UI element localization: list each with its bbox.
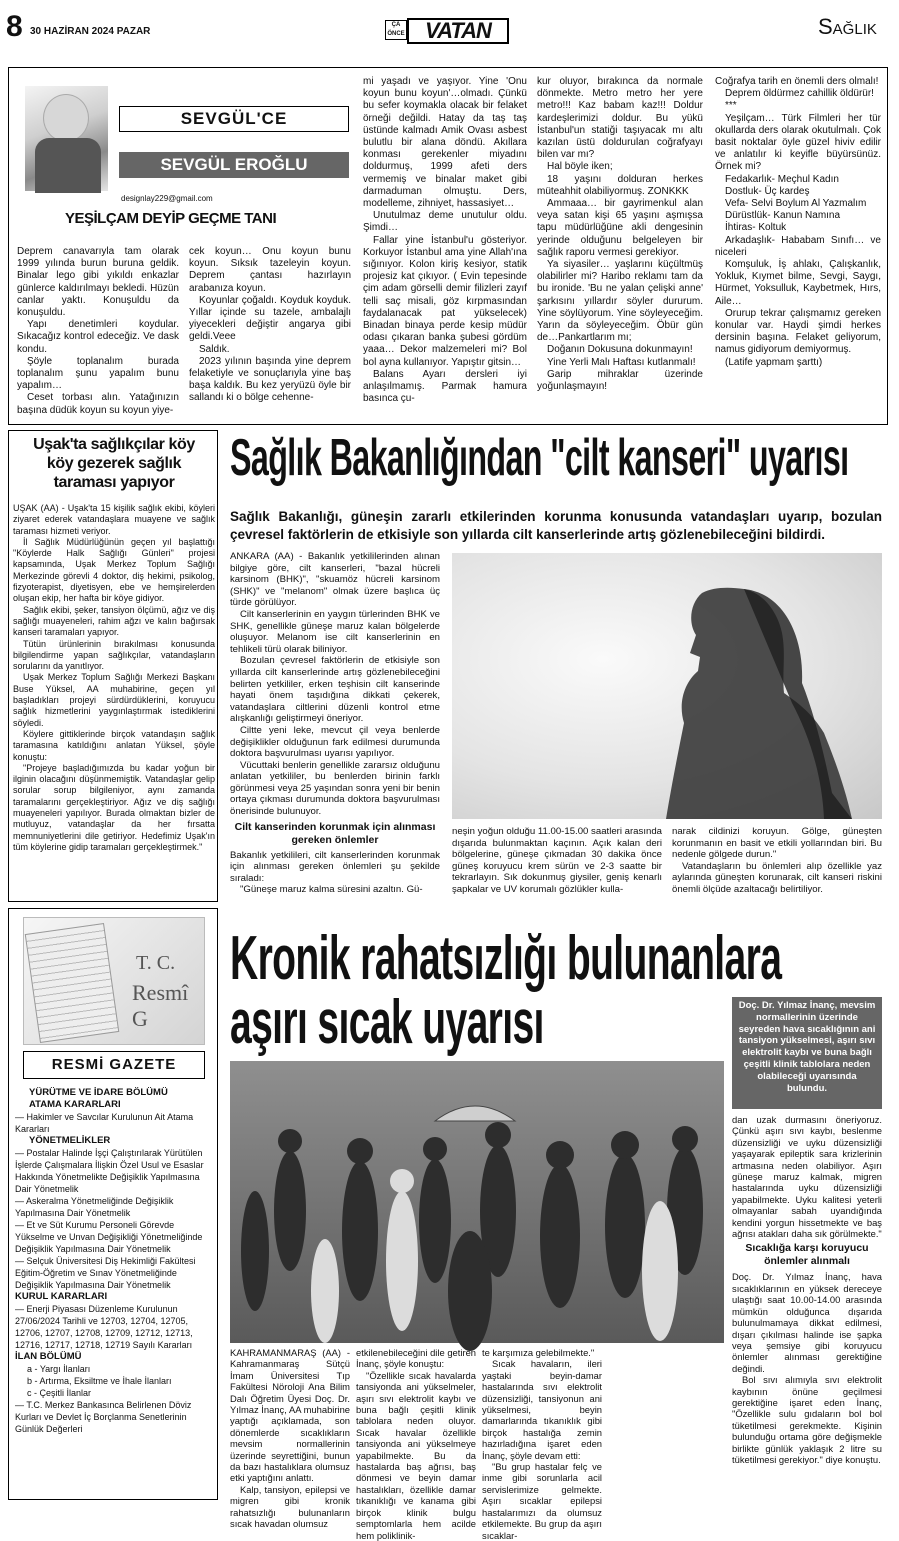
usak-headline: Uşak'ta sağlıkçılar köy köy gezerek sağlık taraması yapıyor: [33, 436, 195, 491]
cilt-paragraph: narak cildinizi koruyun. Gölge, güneşten korunmanın en basit ve etkili yollarından biri. Bu nedenle gölgede durun.": [672, 826, 882, 861]
column-paragraph: Arkadaşlık- Hababam Sınıfı… ve niceleri: [715, 234, 881, 258]
usak-paragraph: Köylere gittiklerinde birçok vatandaşın sağlık taramasına katıldığını anlatan Yüksel, şöyle konuştu:: [13, 728, 215, 762]
column-paragraph: mi yaşadı ve yaşıyor. Yine 'Onu koyun bunu koyun'…olmadı. Çünkü bu sefer koymakla olacak bir felaket örneği değildi. Hatay da taş taş üstünde kalmadı Amik Ovası asbest bulutlu bir alana döndü. Akıllara konması gerekenler miyadını doldurmuş, 1999 afeti ders vermemiş ve binalar maket gibi darmaduman olmuştu. Ders, modelleme, zihniyet, hassasiyet…: [363, 76, 527, 210]
column-paragraph: cek koyun… Onu koyun bunu koyun. Sıksık tazeleyin koyun. Deprem çantası hazırlayın arabanıza koyun.: [189, 246, 351, 294]
column-text-4: [537, 76, 703, 421]
cilt-paragraph: Ciltte yeni leke, mevcut çil veya benlerde değişiklikler olduğunun fark edilmesi durumunda doktora başvurulması uyarısı yapılıyor.: [230, 724, 440, 760]
kronik-headline-line-2: aşırı sıcak uyarısı: [230, 988, 544, 1057]
column-paragraph: Deprem öldürmez cahillik öldürür!: [725, 88, 874, 100]
column-paragraph: Unutulmaz deme unutulur oldu. Şimdi…: [363, 210, 527, 234]
gazette-entry: c - Çeşitli İlanlar: [27, 1388, 92, 1398]
gazette-title: RESMİ GAZETE: [23, 1051, 205, 1079]
gazette-entry: — T.C. Merkez Bankasınca Belirlenen Döviz Kurları ve Devlet İç Borçlanma Senetlerinin Günlük Değerleri: [15, 1400, 192, 1434]
column-paragraph: Ya siyasiler… yaşlarını küçültmüş olabilirler mi? Haribo reklamı tam da bu ironide. 'Bu ne yalan çelişki anne' şarkısını yıllardır söyler dururum. Yine söylüyorum. Yine söyleyeceğim. Yarın da söyleyeceğim. Öbür gün de…Pankartlarım mı;: [537, 259, 703, 344]
gazette-image-text-2: Resmî G: [132, 980, 189, 1031]
kronik-paragraph: te karşımıza gelebilmekte.": [482, 1347, 595, 1358]
cilt-paragraph: Cilt kanserlerinin en yaygın türlerinden BHK ve SHK, genellikle güneşe maruz kalan bölgelerde oluşuyor. Melanom ise cilt kanserlerinin en tehlikeli türü olarak biliniyor.: [230, 608, 440, 655]
cilt-subheading: Cilt kanserinden korunmak için alınması gereken önlemler: [234, 820, 436, 846]
logo-badge: ÇA ÖNCE: [385, 20, 407, 40]
kronik-paragraph: Sıcak havaların, ileri yaştaki beyin-damar hastalarında sıvı elektrolit düzensizliği, tansiyonun ani yükselmesi, beyin damarlarında tıkanıklık gibi birçok hastalığa zemin hazırladığına işaret eden İnanç, şöyle devam etti:: [482, 1358, 602, 1461]
column-paragraph: Ammaaa… bir gayrimenkul alan veya satan kişi 65 yaşını aşmışsa tapu müdürlüğüne akli dengesinin yerinde olduğunu belgeleyen bir sağlık raporu vermesi gerekiyor.: [537, 198, 703, 258]
gazette-heading: YÖNETMELİKLER: [29, 1135, 111, 1146]
column-paragraph: Koyunlar çoğaldı. Koyduk koyduk. Yıllar içinde su tazele, ambalajlı yiyecekleri değiştir angarya gibi geldi.Veee: [189, 294, 351, 343]
logo-text: VATAN: [407, 18, 509, 44]
column-paragraph: İhtiras- Koltuk: [725, 222, 787, 234]
woman-silhouette-icon: [452, 553, 882, 819]
column-paragraph: Deprem canavarıyla tam olarak 1999 yılında burun buruna geldik. Binalar lego gibi yıkıldı enkazlar günlerce kaldırılmayı bekledi. Hüzün canlar yaktı. Konuşuldu da konuşuldu.: [17, 246, 179, 319]
cilt-paragraph: Vücuttaki benlerin genellikle zararsız olduğunu anlatan yetkililer, bu benlerden birinin farklı görünmesi veya 25 yaşından sonra yeni bir benin ortaya çıkması durumunda doktora başvurulması önerisinde bulunuyor.: [230, 759, 440, 818]
column-paragraph: Doğanın Dokusuna dokunmayın!: [547, 344, 693, 356]
column-text-3: [363, 76, 527, 421]
kronik-text-4: [732, 1114, 882, 1503]
gazette-entry: — Enerji Piyasası Düzenleme Kurulunun 27/06/2024 Tarihli ve 12703, 12704, 12705, 12706, 12707, 12708, 12709, 12712, 12713, 12716, 12717, 12718, 12719 Sayılı Kararları: [15, 1304, 193, 1350]
cilt-text-2: neşin yoğun olduğu 11.00-15.00 saatleri arasında dışarıda bulunmaktan kaçının. Açık kalan deri bölgelerine, güneşe çıkmadan 30 dakika önce güneş koruyucu krem sürün ve 2-3 saatte bir tekrarlayın. Sık dokunmuş giysiler, geniş kenarlı şapkalar ve UV korumalı gözlükler kulla-: [452, 826, 662, 895]
column-paragraph: Hal böyle iken;: [547, 161, 613, 173]
gazette-entry: b - Artırma, Eksiltme ve İhale İlanları: [27, 1376, 172, 1386]
gazette-entry: — Askeralma Yönetmeliğinde Değişiklik Yapılmasına Dair Yönetmelik: [15, 1196, 174, 1218]
column-paragraph: Ceset torbası alın. Yatağınızın başına düdük koyun su koyun yiye-: [17, 392, 179, 416]
kronik-paragraph: KAHRAMANMARAŞ (AA) - Kahramanmaraş Sütçü İmam Üniversitesi Tıp Fakültesi Nöroloji Ana Bilim Dalı Öğretim Üyesi Doç. Dr. Yılmaz İnanç, AA muhabirine yaptığı açıklamada, son dönemlerde sıcaklıkların mevsim normallerinin üzerinde seyrettiğini, bunun da bazı hastalıklara olumsuz etki yaptığını anlattı.: [230, 1347, 350, 1484]
cilt-paragraph: Bakanlık yetkilileri, cilt kanserlerinden korunmak için alınması gereken önlemleri şu şekilde sıraladı:: [230, 849, 440, 884]
column-paragraph: Garip mihraklar üzerinde yoğunlaşmayın!: [537, 368, 703, 393]
column-paragraph: Orurup tekrar çalışmamız gereken konular var. Haydi şimdi herkes dersinin başına. Felaket geliyorum, namus gidiyorum demiyormuş.: [715, 307, 881, 356]
column-author: SEVGÜL EROĞLU: [119, 152, 349, 178]
usak-paragraph: "Projeye başladığımızda bu kadar yoğun bir ilginin olacağını düşünmemiştik. Vatandaşlar gelip sorular sorup bilgileniyor, aynı zamanda taramalarını gerçekleştiriyor. Ağız ve diş sağlığı muayeneleri yapılıyor. Burada olmaktan bizler de mutluyuz, vatandaşlar da her fırsatta memnuniyetlerini dile getiriyor. Hedefimiz Uşak'ın tüm köylerine gidip taramaları gerçekleştirmek.": [13, 762, 215, 852]
cilt-text-3: [672, 826, 882, 916]
gazette-heading: YÜRÜTME VE İDARE BÖLÜMÜ: [29, 1087, 168, 1098]
gazette-heading: İLAN BÖLÜMÜ: [15, 1351, 82, 1362]
crowd-figures-icon: [230, 1061, 724, 1343]
column-text-5: [715, 76, 881, 421]
kronik-paragraph: etkilenebileceğini dile getiren İnanç, şöyle konuştu:: [356, 1347, 476, 1370]
kronik-paragraph: "Özellikle sıcak havalarda tansiyonda ani yükselmeler, aşırı sıvı elektrolit kaybı ve buna bağlı çeşitli klinik tablolara neden oluyor. Sıcak havalar özellikle tansiyonda ani yükselmeye yapabilmekte. Bu da hastalarda baş ağrısı, baş dönmesi ve beyin damar hastalıkları, özellikle damar tıkanıklığı ve kanama gibi birçok klinik bulgu semptomlarla hem acilde hem poliklinik-: [356, 1369, 476, 1541]
newspaper-logo: [385, 18, 510, 44]
column-paragraph: Şöyle toplanalım burada toplanalım şunu yapalım bunu yapalım…: [17, 355, 179, 392]
cilt-paragraph: Bozulan çevresel faktörlerin de etkisiyle son yıllarda cilt kanserlerinde artış gözlenebileceğini belirten yetkililer, erken teşhisin cilt kanserinde hayati önem taşıdığına dikkati çekerek, vatandaşlara ciltlerini düzenli kontrol etme alışkanlığı geliştirmeyi öneriyor.: [230, 655, 440, 725]
column-paragraph: Dostluk- Üç kardeş: [725, 185, 810, 197]
section-title: Sağlık: [818, 14, 877, 39]
gazette-entry: — Selçuk Üniversitesi Diş Hekimliği Fakültesi Eğitim-Öğretim ve Sınav Yönetmeliğinde Değişiklik Yapılmasına Dair Yönetmelik: [15, 1256, 196, 1290]
kronik-paragraph: Bol sıvı alımıyla sıvı elektrolit kaybının önüne geçilmesi gerektiğine işaret eden İnanç, "Özellikle sulu gıdaların bol bol tüketilmesi gerekmekte. Kişinin bulunduğu ortama göre değişmekle birlikte günlük yaklaşık 2 litre su tüketilmesi gerekiyor." diye konuştu.: [732, 1374, 882, 1465]
column-paragraph: ***: [725, 100, 737, 112]
column-title: YEŞİLÇAM DEYİP GEÇME TANI: [65, 210, 277, 227]
gazette-image-text-1: T. C.: [136, 952, 176, 974]
column-paragraph: 18 yaşını dolduran herkes müteahhit olabiliyormuş. ZONKKK: [537, 173, 703, 197]
column-paragraph: Coğrafya tarih en önemli ders olmalı!: [715, 76, 879, 87]
column-paragraph: Saldık.: [199, 343, 230, 355]
column-paragraph: Vefa- Selvi Boylum Al Yazmalım: [725, 198, 867, 210]
gazette-entry: — Hakimler ve Savcılar Kurulunun Ait Atama Kararları: [15, 1112, 194, 1134]
usak-paragraph: Tütün ürünlerinin bırakılması konusunda bilgilendirme yapan sağlıkçılar, vatandaşların sorularını da yanıtlıyor.: [13, 638, 215, 672]
kronik-paragraph: dan uzak durmasını öneriyoruz. Çünkü aşırı sıvı kaybı, beslenme düzensizliği ve uyku düzensizliği yaşayarak epileptik sara krizlerinin artmasına neden olabiliyor. Aşırı güneşe maruz kalmak, migren hastalarında uyku düzensizliği yapabilmekte. Uyku kalitesi yeterli olmayanlar sabah uyandığında kendini yorgun hissetmekte ve baş ağrısı atakları daha sık görülmekte.": [732, 1114, 882, 1240]
kronik-paragraph: Kalp, tansiyon, epilepsi ve migren gibi kronik rahatsızlığı bulunanların sıcak havadan olumsuz: [230, 1483, 350, 1530]
cilt-paragraph: Vatandaşların bu önlemleri alıp özellikle yaz aylarında güneşten korunarak, cilt kanseri riskini önemli ölçüde azaltacağı belirtiliyor.: [672, 860, 882, 895]
usak-paragraph: UŞAK (AA) - Uşak'ta 15 kişilik sağlık ekibi, köyleri ziyaret ederek vatandaşlara muayene ve sağlık taraması hizmeti veriyor.: [13, 503, 215, 536]
usak-paragraph: İl Sağlık Müdürlüğünün geçen yıl başlattığı "Köylerde Halk Sağlığı Günleri" projesi kapsamında, Uşak Merkez Toplum Sağlığı Merkezinde görevli 4 doktor, diş hekimi, psikolog, fizyoterapist, diyetisyen, ebe ve hemşirelerden oluşan ekip, her hafta bir köye gidiyor.: [13, 536, 215, 604]
kronik-text-2: [356, 1347, 476, 1541]
cilt-headline: Sağlık Bakanlığından "cilt kanseri" uyarısı: [230, 429, 849, 487]
gazette-list: [15, 1087, 213, 1497]
column-paragraph: Yeşilçam… Türk Filmleri her tür okullarda ders olarak okutulmalı. Çok basit noktalar öyle güzel hiviv edilir ve anlatılır ki keyifle büyürsünüz. Örnek mi?: [715, 112, 881, 173]
kronik-paragraph: "Bu grup hastalar felç ve inme gibi sorunlarla acil servislerimize gelmekte. Aşırı sıcaklar epilepsi hastalarımızı da olumsuz etkilemekte. Bu grup da aşırı sıcaklar-: [482, 1461, 602, 1541]
column-paragraph: Fedakarlık- Meçhul Kadın: [725, 173, 839, 185]
gazette-image: [23, 917, 205, 1045]
usak-article: [8, 430, 218, 902]
silhouette-photo: [452, 553, 882, 819]
page-header: [0, 0, 899, 52]
column-paragraph: Yine Yerli Malı Haftası kutlanmalı!: [547, 356, 696, 368]
usak-body: [13, 503, 215, 899]
column-kicker: SEVGÜL'CE: [119, 106, 349, 132]
gazette-entry: — Et ve Süt Kurumu Personeli Görevde Yükselme ve Unvan Değişikliği Yönetmeliğinde Değişiklik Yapılmasına Dair Yönetmelik: [15, 1220, 203, 1254]
column-text-1: [17, 246, 179, 420]
column-paragraph: Balans Ayarı dersleri iyi anlaşılmamış. Parmak hamura basınca çu-: [363, 368, 527, 405]
gazette-heading: ATAMA KARARLARI: [29, 1099, 121, 1110]
cilt-paragraph: ANKARA (AA) - Bakanlık yetkililerinden alınan bilgiye göre, cilt kanserleri, "bazal hücreli karsinom (BHK)", "skuamöz hücreli karsinom (SHK)" ve "melanom" olmak üzere başlıca üç türde görülüyor.: [230, 551, 440, 609]
kronik-paragraph: Doç. Dr. Yılmaz İnanç, hava sıcaklıklarının en yüksek dereceye ulaştığı saat 10.00-14.00 arasında mümkün olduğunca dışarıda bulunulmamaya dikkat edilmesi, dışarı çıkılması halinde ise şapka veya şemsiye gibi koruyucu önlemler alınması gerektiğine değindi.: [732, 1271, 882, 1374]
kronik-subheading: Sıcaklığa karşı koruyucu önlemler alınmalı: [745, 1242, 869, 1268]
gazette-entry: a - Yargı İlanları: [27, 1364, 91, 1374]
usak-paragraph: Sağlık ekibi, şeker, tansiyon ölçümü, ağız ve diş sağlığı muayeneleri, rahim ağzı ve kalın bağırsak kanseri taramaları yapıyor.: [13, 604, 215, 638]
gazette-heading: KURUL KARARLARI: [15, 1291, 108, 1302]
column-text-2: [189, 246, 351, 420]
author-photo: [25, 86, 108, 191]
crowd-photo: [230, 1061, 724, 1343]
column-paragraph: Fallar yine İstanbul'u gösteriyor. Korkuyor İstanbul ama yine Allah'ına sığınıyor. Kolon kiriş kesiyor, statik projesiz kat çıkıyor. ( Evin tepesinde çim adam görselli demir filizleri zayıf telli saç misali, göz kırpmasından faydalanacak pat yükselecek) Binadan binaya perde kesip müdür odası çıkaran banka şubesi gördüm yaaa… Dekor malzemeleri mi? Bol bol ayna kullanıyor. Yapıştır gitsin…: [363, 234, 527, 368]
cilt-deck: Sağlık Bakanlığı, güneşin zararlı etkilerinden korunma konusunda vatandaşları uyarıp, bozulan çevresel faktörlerin de etkisiyle son yıllarda cilt kanserlerinde artış gözlenebileceğini bildirdi.: [230, 509, 882, 542]
usak-paragraph: Uşak Merkez Toplum Sağlığı Merkezi Başkanı Buse Yüksel, AA muhabirine, geçen yıl başladıkları projeyi sürdürdüklerini, koruyucu sağlık hizmetlerini yaygınlaştırmak istediklerini söyledi.: [13, 672, 215, 728]
issue-date: 30 HAZİRAN 2024 PAZAR: [30, 26, 151, 37]
column-paragraph: Komşuluk, İş ahlakı, Çalışkanlık, Yokluk, Kıymet bilme, Sevgi, Saygı, Hürmet, Yoksulluk, Kaybetmek, Hırs, Aile…: [715, 259, 881, 307]
kronik-deck: Doç. Dr. Yılmaz İnanç, mevsim normallerinin üzerinde seyreden hava sıcaklığının ani tansiyon yükselmesi, aşırı sıvı elektrolit kaybı ve buna bağlı çeşitli klinik tablolara neden olabileceği uyarısında bulundu.: [732, 997, 882, 1109]
page-number: 8: [6, 10, 23, 43]
cilt-paragraph: "Güneşe maruz kalma süresini azaltın. Gü-: [240, 884, 423, 896]
column-paragraph: kur oluyor, bırakınca da normale dönmekte. Metro metro her yere metro!!! Kaz babam kaz!!! Doldur kardeşlerimizi doldur. Bu yükü İstanbul'un statiği taşıyacak mı altı kazılan üstü doldurulan coğrafyayı bilen var mı?: [537, 76, 703, 161]
cilt-text-1: [230, 551, 440, 911]
gazette-entry: — Postalar Halinde İşçi Çalıştırılarak Yürütülen İşlerde Çalışmalara İlişkin Özel Usul ve Esaslar Hakkında Yönetmelikte Değişiklik Yapılmasına Dair Yönetmelik: [15, 1148, 204, 1194]
column-paragraph: Dürüstlük- Kanun Namına: [725, 210, 841, 222]
column-paragraph: Yapı denetimleri koydular. Sıkacağız kontrol edeceğiz. Ve dask kondu.: [17, 319, 179, 355]
kronik-text-3: [482, 1347, 602, 1541]
column-paragraph: 2023 yılının başında yine deprem felaketiyle ve sonuçlarıyla yine baş başa kaldık. Bu kez yeryüzü öyle bir sallandı ki o bölge cehenne-: [189, 355, 351, 404]
kronik-headline-line-1: Kronik rahatsızlığı bulunanlara: [230, 924, 782, 993]
author-email: designlay229@gmail.com: [121, 194, 213, 203]
resmi-gazete-box: [8, 908, 218, 1500]
opinion-column: [8, 67, 888, 425]
column-paragraph: (Latife yapmam şarttı): [725, 356, 823, 368]
kronik-text-1: [230, 1347, 350, 1530]
